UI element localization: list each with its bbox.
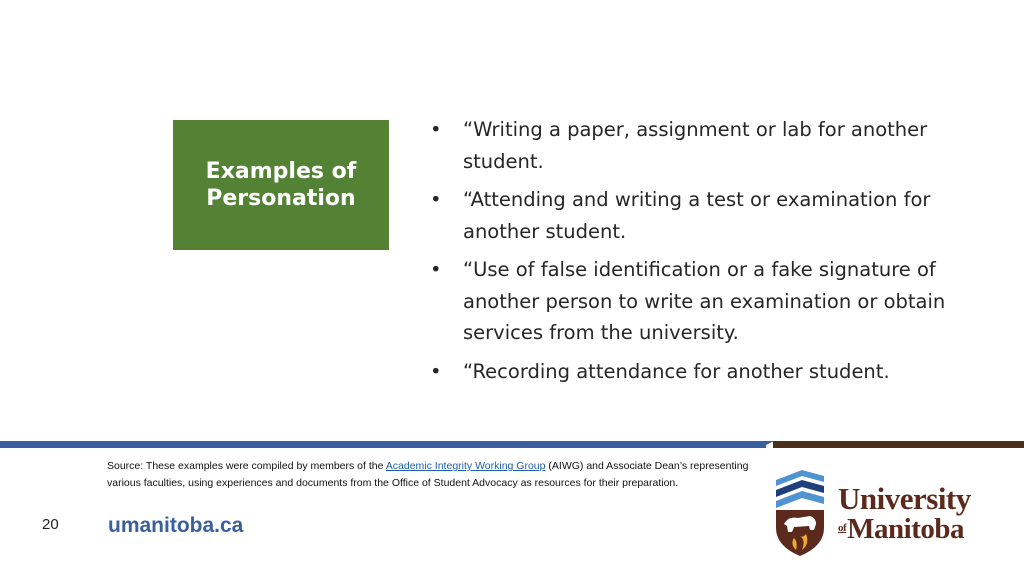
section-title-box [173, 120, 389, 250]
bullet-dot: • [430, 188, 442, 211]
logo-line1: University [838, 481, 971, 516]
university-logo-wordmark [838, 481, 971, 545]
footer-divider-blue-tip [760, 441, 774, 448]
bullet-text: “Recording attendance for another student. [463, 359, 890, 383]
source-prefix: Source: These examples were compiled by members of the [107, 460, 386, 472]
section-title-line2: Personation [206, 186, 356, 211]
logo-line2: Manitoba [847, 513, 965, 545]
bullet-dot: • [430, 359, 442, 383]
bullet-text: “Writing a paper, assignment or lab for another student. [463, 118, 928, 173]
bullet-item [430, 184, 1000, 247]
bullet-item [430, 114, 1000, 177]
bullet-list [430, 114, 1000, 394]
source-note [107, 458, 757, 491]
bullet-text: “Use of false identification or a fake signature of another person to write an examination or obtain services from the university. [463, 258, 946, 344]
logo-of: of [838, 522, 847, 534]
footer-divider-blue [0, 441, 766, 448]
bullet-item [430, 356, 1000, 388]
university-crest-icon [772, 466, 828, 558]
bullet-dot: • [430, 118, 442, 141]
bullet-text: “Attending and writing a test or examination for another student. [463, 188, 931, 243]
bullet-item [430, 254, 1000, 349]
logo-line2-wrap [838, 513, 971, 544]
bullet-dot: • [430, 258, 442, 281]
section-title-line1: Examples of [205, 159, 357, 184]
page-number: 20 [42, 516, 59, 533]
aiwg-link[interactable]: Academic Integrity Working Group [385, 460, 546, 472]
source-suffix: (AIWG) and Associate Dean’s representing various faculties, using experiences and documents from the Office of Student Advocacy as resources for their preparation. [107, 460, 749, 489]
footer-divider-brown [773, 441, 1024, 448]
website-url: umanitoba.ca [108, 514, 244, 537]
